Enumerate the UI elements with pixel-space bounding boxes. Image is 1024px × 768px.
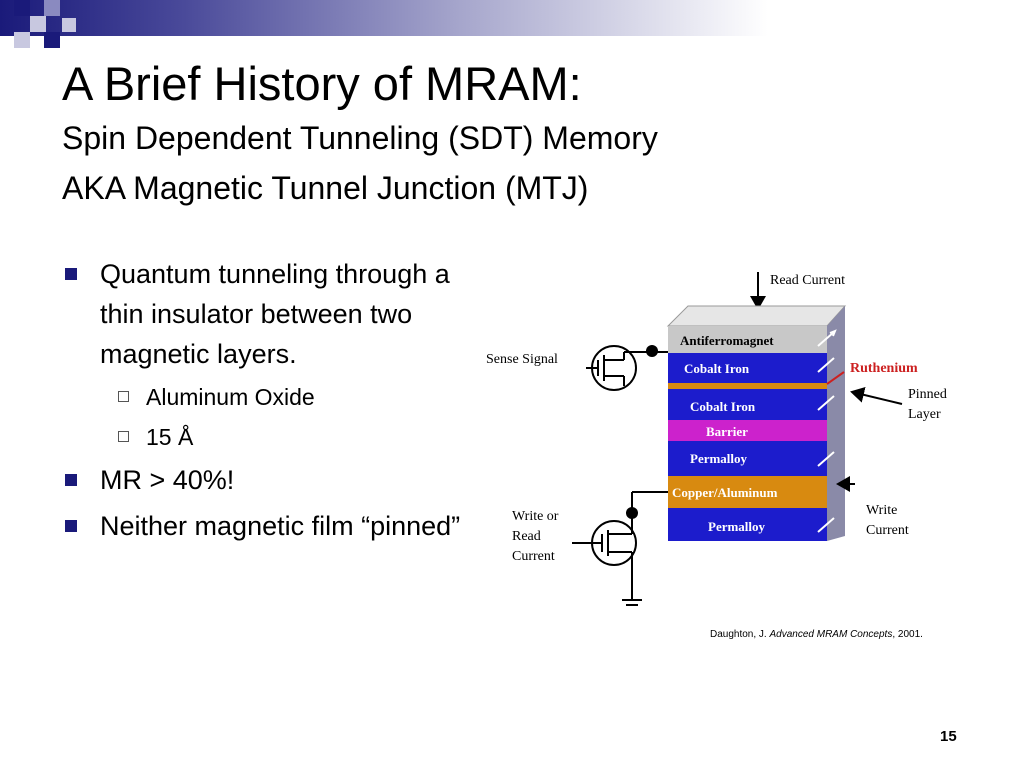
layer-label: Cobalt Iron — [684, 361, 750, 376]
layer-ruthenium — [668, 383, 827, 389]
write-current-label: Current — [866, 523, 909, 538]
citation-work: Advanced MRAM Concepts — [769, 629, 893, 640]
layer-label: Cobalt Iron — [690, 399, 756, 414]
slide-subtitle-line2: AKA Magnetic Tunnel Junction (MTJ) — [62, 170, 589, 206]
decor-square — [30, 16, 46, 32]
pinned-layer-label: Layer — [908, 407, 941, 422]
bullet-marker-icon — [65, 474, 77, 486]
bullet-list — [62, 254, 462, 552]
node-dot — [646, 345, 658, 357]
layer-label: Permalloy — [690, 451, 748, 466]
decor-square — [14, 32, 30, 48]
bullet-text: MR > 40%! — [100, 465, 235, 495]
citation-year: , 2001. — [892, 629, 923, 640]
decor-square — [62, 18, 76, 32]
bullet-item — [62, 506, 462, 546]
layer-label: Barrier — [706, 424, 748, 439]
bullet-text: Neither magnetic film “pinned” — [100, 511, 461, 541]
write-read-label: Current — [512, 549, 555, 564]
write-read-label: Read — [512, 529, 541, 544]
slide-subtitle-line1: Spin Dependent Tunneling (SDT) Memory — [62, 120, 658, 156]
decor-square — [14, 0, 30, 16]
sub-bullet-marker-icon — [118, 431, 129, 442]
sub-bullet-text: 15 Å — [146, 424, 194, 450]
pinned-layer-label: Pinned — [908, 387, 947, 402]
ruthenium-label: Ruthenium — [850, 361, 918, 376]
layer-label: Antiferromagnet — [680, 333, 774, 348]
citation-author: Daughton, J. — [710, 629, 770, 640]
header-band — [0, 0, 1024, 36]
sense-signal-label: Sense Signal — [486, 352, 558, 367]
bullet-item — [62, 460, 462, 500]
bullet-item — [62, 254, 462, 374]
read-current-label: Read Current — [770, 273, 846, 288]
bullet-marker-icon — [65, 268, 77, 280]
mtj-diagram — [480, 262, 1000, 622]
write-read-label: Write or — [512, 509, 559, 524]
sub-bullet-text: Aluminum Oxide — [146, 384, 315, 410]
pinned-layer-arrow — [852, 392, 902, 404]
write-current-label: Write — [866, 503, 898, 518]
page-number: 15 — [940, 728, 957, 745]
sub-bullet-item — [62, 420, 462, 454]
node-dot — [626, 507, 638, 519]
sub-bullet-item — [62, 380, 462, 414]
citation — [710, 629, 923, 640]
layer-label: Permalloy — [708, 519, 766, 534]
decor-square — [44, 32, 60, 48]
write-transistor-icon — [572, 492, 668, 605]
layer-label: Copper/Aluminum — [672, 485, 778, 500]
decor-square — [44, 0, 60, 16]
bullet-text: Quantum tunneling through a thin insulator between two magnetic layers. — [100, 259, 450, 369]
slide-title: A Brief History of MRAM: — [62, 57, 582, 110]
bullet-marker-icon — [65, 520, 77, 532]
sub-bullet-marker-icon — [118, 391, 129, 402]
